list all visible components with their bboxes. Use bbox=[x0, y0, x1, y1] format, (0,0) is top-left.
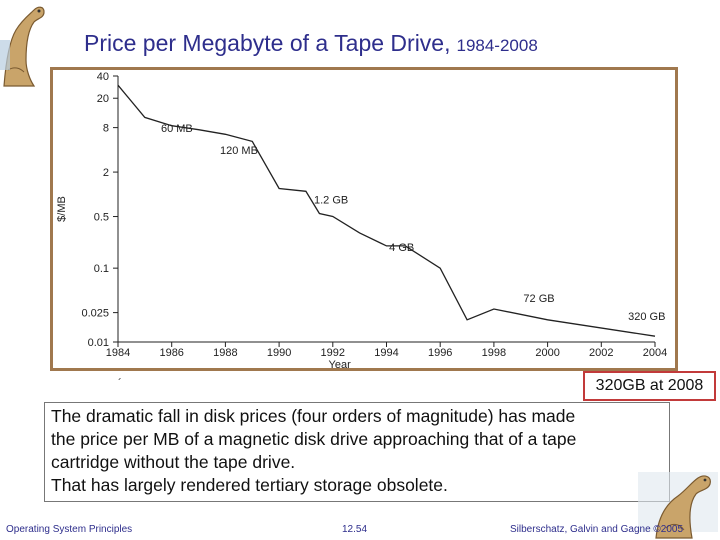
footer-copyright: Silberschatz, Galvin and Gagne ©2005 bbox=[510, 524, 684, 535]
slide-title bbox=[84, 30, 684, 57]
y-ticks bbox=[81, 71, 118, 349]
x-tick-label: 2002 bbox=[589, 347, 614, 359]
x-axis-label: Year bbox=[328, 359, 351, 368]
dinosaur-logo-icon bbox=[0, 0, 48, 88]
x-tick-label: 2000 bbox=[535, 347, 560, 359]
y-tick-label: 20 bbox=[96, 93, 109, 106]
x-tick-label: 1994 bbox=[374, 347, 399, 359]
footer-course: Operating System Principles bbox=[6, 524, 133, 535]
stray-mark: ´ bbox=[118, 376, 122, 390]
x-tick-label: 1998 bbox=[481, 347, 507, 359]
x-tick-label: 1996 bbox=[427, 347, 453, 359]
data-annotation: 120 MB bbox=[220, 145, 258, 158]
y-tick-label: 0.025 bbox=[81, 307, 109, 320]
data-annotation: 4 GB bbox=[389, 242, 415, 255]
series-line bbox=[118, 85, 655, 336]
tape-price-chart bbox=[53, 70, 675, 368]
body-text-box bbox=[44, 402, 670, 502]
x-ticks bbox=[106, 342, 667, 359]
y-tick-label: 0.5 bbox=[93, 211, 109, 224]
y-tick-label: 0.1 bbox=[93, 263, 109, 276]
title-years: 1984-2008 bbox=[456, 36, 538, 55]
title-main: Price per Megabyte of a Tape Drive, bbox=[84, 30, 451, 56]
footer-page-number: 12.54 bbox=[342, 524, 368, 535]
x-tick-label: 1984 bbox=[105, 347, 131, 359]
capacity-annotations bbox=[161, 123, 666, 323]
y-tick-label: 8 bbox=[102, 122, 109, 135]
x-tick-label: 2004 bbox=[642, 347, 668, 359]
body-line: The dramatic fall in disk prices (four orders of magnitude) has made bbox=[51, 406, 576, 426]
data-annotation: 72 GB bbox=[523, 292, 555, 305]
y-tick-label: 2 bbox=[102, 167, 109, 180]
y-axis-label: $/MB bbox=[56, 196, 68, 222]
y-tick-label: 0.01 bbox=[87, 337, 109, 349]
callout-box: 320GB at 2008 bbox=[583, 371, 716, 401]
y-tick-label: 40 bbox=[96, 71, 109, 83]
data-annotation: 320 GB bbox=[628, 310, 666, 323]
x-tick-label: 1990 bbox=[266, 347, 292, 359]
price-series bbox=[118, 85, 655, 336]
body-line: That has largely rendered tertiary storage obsolete. bbox=[51, 475, 448, 495]
data-annotation: 1.2 GB bbox=[314, 194, 349, 207]
x-tick-label: 1992 bbox=[320, 347, 346, 359]
body-line: cartridge without the tape drive. bbox=[51, 452, 296, 472]
data-annotation: 60 MB bbox=[160, 122, 193, 135]
body-line: the price per MB of a magnetic disk drive approaching that of a tape bbox=[51, 429, 577, 449]
x-tick-label: 1986 bbox=[159, 347, 184, 359]
x-tick-label: 1988 bbox=[213, 347, 238, 359]
chart-frame bbox=[50, 67, 678, 371]
